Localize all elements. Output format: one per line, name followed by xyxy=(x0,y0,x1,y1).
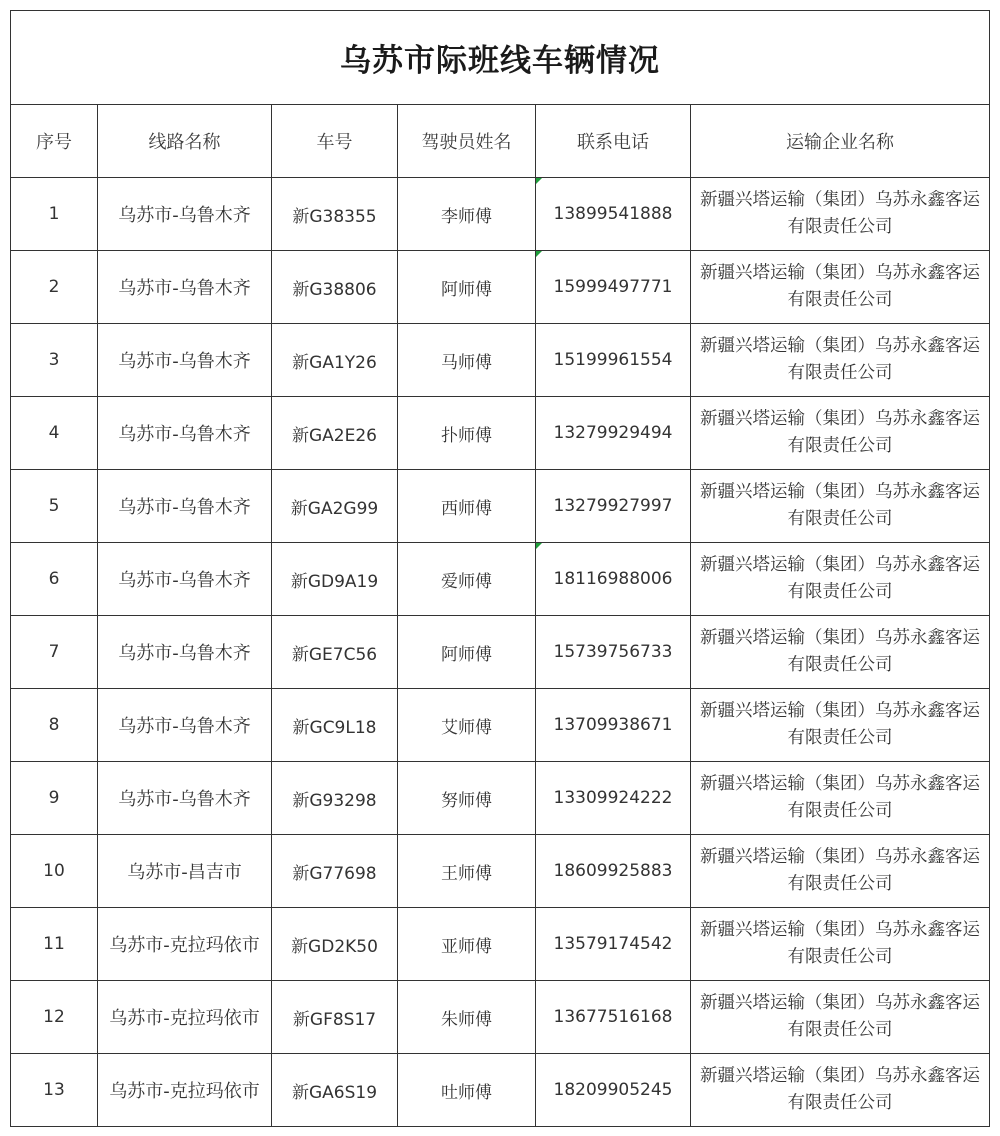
cell-phone xyxy=(536,908,691,981)
cell-no-text: 9 xyxy=(48,788,60,808)
cell-phone xyxy=(536,689,691,762)
cell-phone xyxy=(536,762,691,835)
cell-company xyxy=(691,543,990,616)
cell-no xyxy=(11,470,98,543)
cell-company-text: 新疆兴塔运输（集团）乌苏永鑫客运有限责任公司 xyxy=(700,555,980,602)
cell-comment-flag-icon xyxy=(536,178,542,184)
cell-route xyxy=(98,835,272,908)
cell-no-text: 3 xyxy=(48,350,60,370)
cell-plate-text: 新GA6S19 xyxy=(291,1082,378,1103)
cell-route-text: 乌苏市-乌鲁木齐 xyxy=(118,278,251,299)
cell-phone xyxy=(536,616,691,689)
column-header-company: 运输企业名称 xyxy=(691,105,990,178)
cell-driver xyxy=(398,178,536,251)
cell-company xyxy=(691,908,990,981)
cell-no-text: 7 xyxy=(48,642,60,662)
cell-route xyxy=(98,616,272,689)
cell-plate xyxy=(272,616,398,689)
table-row xyxy=(11,616,990,689)
cell-plate xyxy=(272,251,398,324)
cell-route-text: 乌苏市-昌吉市 xyxy=(127,862,242,883)
cell-driver-text: 吐师傅 xyxy=(441,1082,492,1103)
cell-plate xyxy=(272,835,398,908)
cell-company xyxy=(691,397,990,470)
cell-plate-text: 新G38806 xyxy=(292,279,377,300)
cell-driver xyxy=(398,835,536,908)
cell-no-text: 6 xyxy=(48,569,60,589)
cell-driver xyxy=(398,251,536,324)
cell-route xyxy=(98,251,272,324)
column-header-no: 序号 xyxy=(11,105,98,178)
cell-driver-text: 李师傅 xyxy=(441,206,492,227)
cell-driver-text: 阿师傅 xyxy=(441,644,492,665)
cell-company xyxy=(691,470,990,543)
vehicle-table xyxy=(10,10,990,1127)
cell-phone-text: 15739756733 xyxy=(553,642,673,662)
cell-no xyxy=(11,616,98,689)
cell-route xyxy=(98,543,272,616)
cell-driver xyxy=(398,470,536,543)
cell-plate-text: 新GD9A19 xyxy=(290,571,379,592)
cell-no xyxy=(11,762,98,835)
cell-plate xyxy=(272,1054,398,1127)
cell-route-text: 乌苏市-克拉玛依市 xyxy=(109,935,260,956)
cell-no xyxy=(11,543,98,616)
cell-driver xyxy=(398,981,536,1054)
cell-company-text: 新疆兴塔运输（集团）乌苏永鑫客运有限责任公司 xyxy=(700,482,980,529)
cell-route-text: 乌苏市-乌鲁木齐 xyxy=(118,205,251,226)
cell-route xyxy=(98,1054,272,1127)
cell-no xyxy=(11,397,98,470)
cell-route xyxy=(98,981,272,1054)
cell-no-text: 11 xyxy=(43,934,65,954)
cell-route-text: 乌苏市-乌鲁木齐 xyxy=(118,351,251,372)
cell-company xyxy=(691,835,990,908)
cell-no xyxy=(11,908,98,981)
cell-no xyxy=(11,835,98,908)
cell-phone-text: 13279927997 xyxy=(553,496,673,516)
cell-phone xyxy=(536,324,691,397)
cell-company-text: 新疆兴塔运输（集团）乌苏永鑫客运有限责任公司 xyxy=(700,1066,980,1113)
cell-route-text: 乌苏市-乌鲁木齐 xyxy=(118,643,251,664)
cell-no-text: 8 xyxy=(48,715,60,735)
cell-no-text: 4 xyxy=(48,423,60,443)
table-row xyxy=(11,397,990,470)
cell-phone-text: 18116988006 xyxy=(553,569,673,589)
cell-driver-text: 爱师傅 xyxy=(441,571,492,592)
column-header-plate: 车号 xyxy=(272,105,398,178)
cell-phone-text: 13279929494 xyxy=(553,423,673,443)
cell-phone-text: 15999497771 xyxy=(553,277,673,297)
cell-driver xyxy=(398,616,536,689)
cell-company-text: 新疆兴塔运输（集团）乌苏永鑫客运有限责任公司 xyxy=(700,774,980,821)
cell-phone xyxy=(536,178,691,251)
cell-comment-flag-icon xyxy=(536,251,542,257)
cell-phone-text: 15199961554 xyxy=(553,350,673,370)
cell-route-text: 乌苏市-乌鲁木齐 xyxy=(118,570,251,591)
cell-driver xyxy=(398,543,536,616)
cell-plate xyxy=(272,762,398,835)
cell-company-text: 新疆兴塔运输（集团）乌苏永鑫客运有限责任公司 xyxy=(700,409,980,456)
cell-route xyxy=(98,324,272,397)
cell-no-text: 10 xyxy=(43,861,65,881)
cell-route-text: 乌苏市-乌鲁木齐 xyxy=(118,424,251,445)
cell-driver-text: 艾师傅 xyxy=(441,717,492,738)
cell-plate-text: 新G77698 xyxy=(292,863,377,884)
cell-plate xyxy=(272,178,398,251)
cell-route-text: 乌苏市-乌鲁木齐 xyxy=(118,497,251,518)
cell-company xyxy=(691,251,990,324)
cell-phone xyxy=(536,251,691,324)
header-row xyxy=(11,105,990,178)
cell-plate xyxy=(272,324,398,397)
cell-route-text: 乌苏市-克拉玛依市 xyxy=(109,1008,260,1029)
cell-plate xyxy=(272,397,398,470)
column-header-driver: 驾驶员姓名 xyxy=(398,105,536,178)
cell-driver xyxy=(398,762,536,835)
table-row xyxy=(11,762,990,835)
cell-phone xyxy=(536,835,691,908)
cell-company-text: 新疆兴塔运输（集团）乌苏永鑫客运有限责任公司 xyxy=(700,847,980,894)
table-row xyxy=(11,981,990,1054)
cell-company-text: 新疆兴塔运输（集团）乌苏永鑫客运有限责任公司 xyxy=(700,336,980,383)
cell-driver-text: 阿师傅 xyxy=(441,279,492,300)
cell-route xyxy=(98,470,272,543)
cell-company xyxy=(691,762,990,835)
cell-driver xyxy=(398,397,536,470)
cell-driver-text: 西师傅 xyxy=(441,498,492,519)
table-row xyxy=(11,689,990,762)
cell-plate xyxy=(272,470,398,543)
cell-plate-text: 新GF8S17 xyxy=(292,1009,377,1030)
cell-plate-text: 新G38355 xyxy=(292,206,377,227)
cell-company xyxy=(691,981,990,1054)
cell-driver-text: 马师傅 xyxy=(441,352,492,373)
cell-company-text: 新疆兴塔运输（集团）乌苏永鑫客运有限责任公司 xyxy=(700,920,980,967)
cell-driver-text: 亚师傅 xyxy=(441,936,492,957)
cell-company-text: 新疆兴塔运输（集团）乌苏永鑫客运有限责任公司 xyxy=(700,628,980,675)
cell-route-text: 乌苏市-乌鲁木齐 xyxy=(118,789,251,810)
cell-driver-text: 王师傅 xyxy=(441,863,492,884)
cell-company xyxy=(691,616,990,689)
cell-plate-text: 新GE7C56 xyxy=(291,644,378,665)
cell-route xyxy=(98,762,272,835)
column-header-route: 线路名称 xyxy=(98,105,272,178)
cell-company xyxy=(691,324,990,397)
cell-plate-text: 新GA2G99 xyxy=(290,498,379,519)
page-title: 乌苏市际班线车辆情况 xyxy=(11,11,990,105)
cell-phone-text: 13309924222 xyxy=(553,788,673,808)
cell-comment-flag-icon xyxy=(536,543,542,549)
cell-route xyxy=(98,178,272,251)
table-row xyxy=(11,835,990,908)
cell-plate xyxy=(272,689,398,762)
cell-driver xyxy=(398,689,536,762)
cell-phone xyxy=(536,543,691,616)
cell-plate-text: 新GC9L18 xyxy=(292,717,377,738)
cell-phone-text: 13677516168 xyxy=(553,1007,673,1027)
cell-plate xyxy=(272,908,398,981)
cell-plate-text: 新GA2E26 xyxy=(292,425,377,446)
cell-no xyxy=(11,689,98,762)
cell-phone-text: 18209905245 xyxy=(553,1080,673,1100)
cell-no xyxy=(11,178,98,251)
cell-route xyxy=(98,908,272,981)
cell-company-text: 新疆兴塔运输（集团）乌苏永鑫客运有限责任公司 xyxy=(700,190,980,237)
table-row xyxy=(11,251,990,324)
cell-company-text: 新疆兴塔运输（集团）乌苏永鑫客运有限责任公司 xyxy=(700,263,980,310)
cell-company-text: 新疆兴塔运输（集团）乌苏永鑫客运有限责任公司 xyxy=(700,701,980,748)
column-header-phone: 联系电话 xyxy=(536,105,691,178)
table-row xyxy=(11,178,990,251)
cell-no-text: 5 xyxy=(48,496,60,516)
cell-driver-text: 扑师傅 xyxy=(441,425,492,446)
cell-driver xyxy=(398,908,536,981)
cell-no-text: 12 xyxy=(43,1007,65,1027)
table-row xyxy=(11,470,990,543)
cell-no xyxy=(11,324,98,397)
cell-plate-text: 新GA1Y26 xyxy=(292,352,377,373)
cell-company xyxy=(691,1054,990,1127)
cell-phone-text: 13709938671 xyxy=(553,715,673,735)
cell-route-text: 乌苏市-克拉玛依市 xyxy=(109,1081,260,1102)
cell-route xyxy=(98,689,272,762)
cell-driver xyxy=(398,1054,536,1127)
table-row xyxy=(11,324,990,397)
cell-phone xyxy=(536,981,691,1054)
title-row xyxy=(11,11,990,105)
cell-phone xyxy=(536,470,691,543)
cell-no xyxy=(11,1054,98,1127)
cell-plate-text: 新G93298 xyxy=(292,790,377,811)
cell-company-text: 新疆兴塔运输（集团）乌苏永鑫客运有限责任公司 xyxy=(700,993,980,1040)
cell-no-text: 13 xyxy=(43,1080,65,1100)
table-row xyxy=(11,543,990,616)
cell-no-text: 2 xyxy=(48,277,60,297)
cell-phone xyxy=(536,397,691,470)
cell-no xyxy=(11,251,98,324)
cell-plate-text: 新GD2K50 xyxy=(291,936,378,957)
cell-plate xyxy=(272,981,398,1054)
table-row xyxy=(11,908,990,981)
cell-company xyxy=(691,689,990,762)
cell-phone-text: 18609925883 xyxy=(553,861,673,881)
cell-phone-text: 13899541888 xyxy=(553,204,673,224)
cell-no xyxy=(11,981,98,1054)
cell-driver xyxy=(398,324,536,397)
cell-phone-text: 13579174542 xyxy=(553,934,673,954)
cell-phone xyxy=(536,1054,691,1127)
cell-driver-text: 朱师傅 xyxy=(441,1009,492,1030)
cell-company xyxy=(691,178,990,251)
cell-route-text: 乌苏市-乌鲁木齐 xyxy=(118,716,251,737)
cell-no-text: 1 xyxy=(48,204,60,224)
table-row xyxy=(11,1054,990,1127)
cell-driver-text: 努师傅 xyxy=(441,790,492,811)
cell-route xyxy=(98,397,272,470)
cell-plate xyxy=(272,543,398,616)
